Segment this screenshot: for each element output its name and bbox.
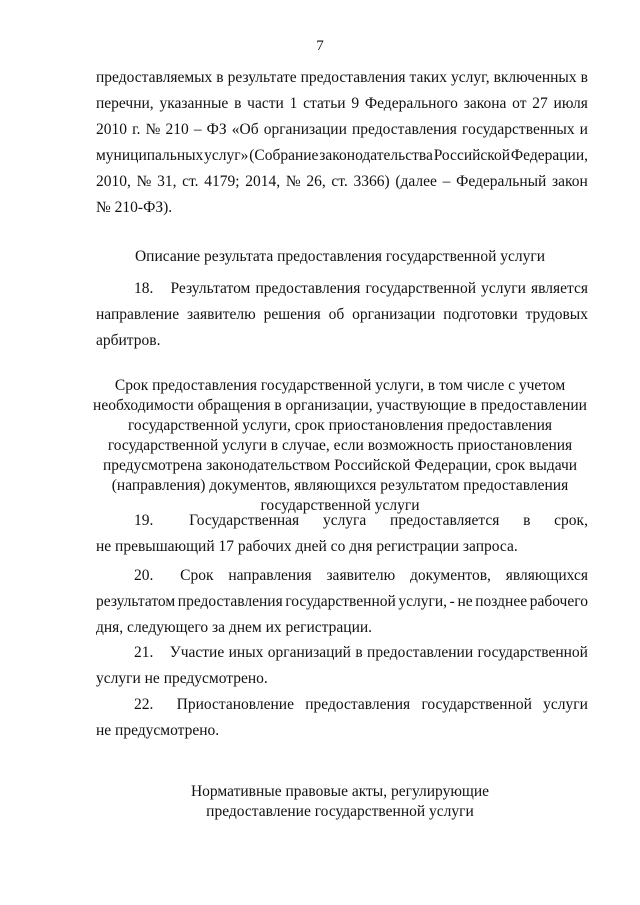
word: (Собрание	[249, 147, 319, 164]
text-line: № 210-ФЗ).	[96, 199, 173, 216]
word: не	[457, 593, 473, 610]
heading-line: предоставление государственной услуги	[206, 803, 474, 820]
heading-line: предусмотрена законодательством Российской Федерации, срок выдачи	[102, 457, 578, 474]
word: государственных	[461, 121, 575, 138]
heading-line: Срок предоставления государственной услуги, в том числе с учетом	[114, 377, 566, 394]
word: Федерального	[364, 95, 458, 112]
word: Федерации,	[510, 147, 588, 164]
word: подготовки	[443, 306, 518, 323]
word: законодательства	[319, 147, 433, 164]
word: решения	[263, 306, 321, 323]
text-line: арбитров.	[96, 332, 161, 349]
text-line	[96, 692, 588, 718]
page-number: 7	[316, 38, 324, 54]
word: услуги	[543, 696, 588, 713]
section-heading-result: Описание результата предоставления государственной услуги	[134, 248, 546, 265]
word: предоставления	[351, 121, 457, 138]
text-line	[96, 276, 588, 302]
word: организации	[352, 306, 436, 323]
intro-paragraph	[96, 65, 588, 221]
word: 4179;	[204, 173, 240, 190]
text-line	[96, 302, 588, 328]
paragraph-number: 20.	[134, 567, 154, 584]
word: закона	[463, 95, 507, 112]
word: Федеральный	[456, 173, 547, 190]
word: муниципальных	[96, 147, 204, 164]
word: -	[449, 593, 455, 610]
word: предоставлении	[367, 644, 474, 661]
word: закон	[552, 173, 588, 190]
word: направления	[228, 567, 312, 584]
text-line	[96, 563, 588, 589]
word: является	[531, 280, 588, 297]
word: Результатом	[170, 280, 251, 297]
word: «Об	[231, 121, 259, 138]
word: предоставляется	[390, 512, 500, 529]
word: указанные	[159, 95, 229, 112]
word: являющихся	[505, 567, 588, 584]
word: Участие	[169, 644, 225, 661]
paragraph-21	[96, 640, 588, 692]
word: (далее	[395, 173, 437, 190]
text-line	[96, 508, 588, 534]
paragraph-22	[96, 692, 588, 744]
section-heading-acts	[80, 782, 600, 822]
text-line	[96, 117, 588, 143]
paragraph-18	[96, 276, 588, 354]
word: заявителю	[186, 306, 256, 323]
word: предоставления	[305, 696, 411, 713]
word: ст.	[331, 173, 348, 190]
word: Государственная	[189, 512, 300, 529]
text-line: дня, следующего за днем их регистрации.	[96, 619, 373, 636]
word: срок,	[554, 512, 588, 529]
text-line: услуги не предусмотрено.	[96, 670, 268, 687]
word: направление	[96, 306, 180, 323]
word: и	[579, 121, 588, 138]
word: части	[247, 95, 284, 112]
word: 26,	[306, 173, 326, 190]
word: 210	[165, 121, 189, 138]
text-line	[96, 143, 588, 169]
word: Срок	[180, 567, 214, 584]
word: включенных	[493, 69, 577, 86]
word: позднее	[475, 593, 528, 610]
word: 31,	[157, 173, 177, 190]
word: 2014,	[245, 173, 281, 190]
section-heading-term	[80, 376, 600, 516]
text-line	[96, 640, 588, 666]
word: –	[442, 173, 451, 190]
paragraph-20	[96, 563, 588, 641]
word: Российской	[433, 147, 511, 164]
word: предоставления	[255, 280, 361, 297]
heading-line: государственной услуги в случае, если возможность приостановления	[107, 437, 573, 454]
word: услуг»	[204, 147, 249, 164]
word: заявителю	[326, 567, 396, 584]
word: 2010	[96, 121, 127, 138]
text-line	[96, 65, 588, 91]
word: предоставляемых	[96, 69, 213, 86]
word: услуги,	[398, 593, 448, 610]
text-line: не превышающий 17 рабочих дней со дня регистрации запроса.	[96, 538, 518, 555]
word: в	[216, 69, 224, 86]
word: предоставления	[177, 593, 283, 610]
word: №	[136, 173, 152, 190]
heading-line: государственной услуги	[260, 497, 420, 514]
paragraph-19	[96, 508, 588, 560]
word: документов,	[409, 567, 491, 584]
text-line	[96, 589, 588, 615]
word: услуг,	[450, 69, 490, 86]
word: результатом	[96, 593, 176, 610]
word: №	[145, 121, 161, 138]
paragraph-number: 22.	[134, 696, 154, 713]
word: 2010,	[96, 173, 131, 190]
word: в	[234, 95, 242, 112]
word: иных	[228, 644, 264, 661]
word: г.	[132, 121, 141, 138]
word: 1	[289, 95, 298, 112]
word: результате	[227, 69, 297, 86]
word: Приостановление	[176, 696, 294, 713]
paragraph-number: 19.	[134, 512, 154, 529]
word: статьи	[303, 95, 346, 112]
word: рабочего	[529, 593, 588, 610]
paragraph-number: 21.	[134, 644, 154, 661]
heading-line: (направления) документов, являющихся результатом предоставления	[111, 477, 569, 494]
word: 3366)	[353, 173, 390, 190]
word: 9	[351, 95, 360, 112]
word: перечни,	[96, 95, 154, 112]
word: государственной	[477, 644, 588, 661]
paragraph-number: 18.	[134, 280, 154, 297]
word: услуги	[481, 280, 526, 297]
word: трудовых	[525, 306, 588, 323]
heading-line: государственной услуги, срок приостановления предоставления	[127, 417, 553, 434]
text-line	[96, 169, 588, 195]
word: в	[523, 512, 531, 529]
word: 27	[532, 95, 548, 112]
word: услуга	[322, 512, 367, 529]
word: от	[512, 95, 527, 112]
word: –	[193, 121, 202, 138]
word: №	[285, 173, 301, 190]
word: ст.	[182, 173, 199, 190]
word: организаций	[267, 644, 351, 661]
word: об	[328, 306, 345, 323]
text-line: не предусмотрено.	[96, 722, 220, 739]
word: в	[355, 644, 363, 661]
word: в	[580, 69, 588, 86]
word: государственной	[285, 593, 396, 610]
word: июля	[553, 95, 588, 112]
heading-line: необходимости обращения в организации, участвующие в предоставлении	[93, 397, 587, 414]
text-line	[96, 91, 588, 117]
word: предоставления	[300, 69, 406, 86]
word: таких	[409, 69, 447, 86]
word: ФЗ	[206, 121, 227, 138]
heading-line: Нормативные правовые акты, регулирующие	[190, 783, 490, 800]
word: организации	[263, 121, 347, 138]
word: государственной	[365, 280, 476, 297]
word: государственной	[421, 696, 532, 713]
